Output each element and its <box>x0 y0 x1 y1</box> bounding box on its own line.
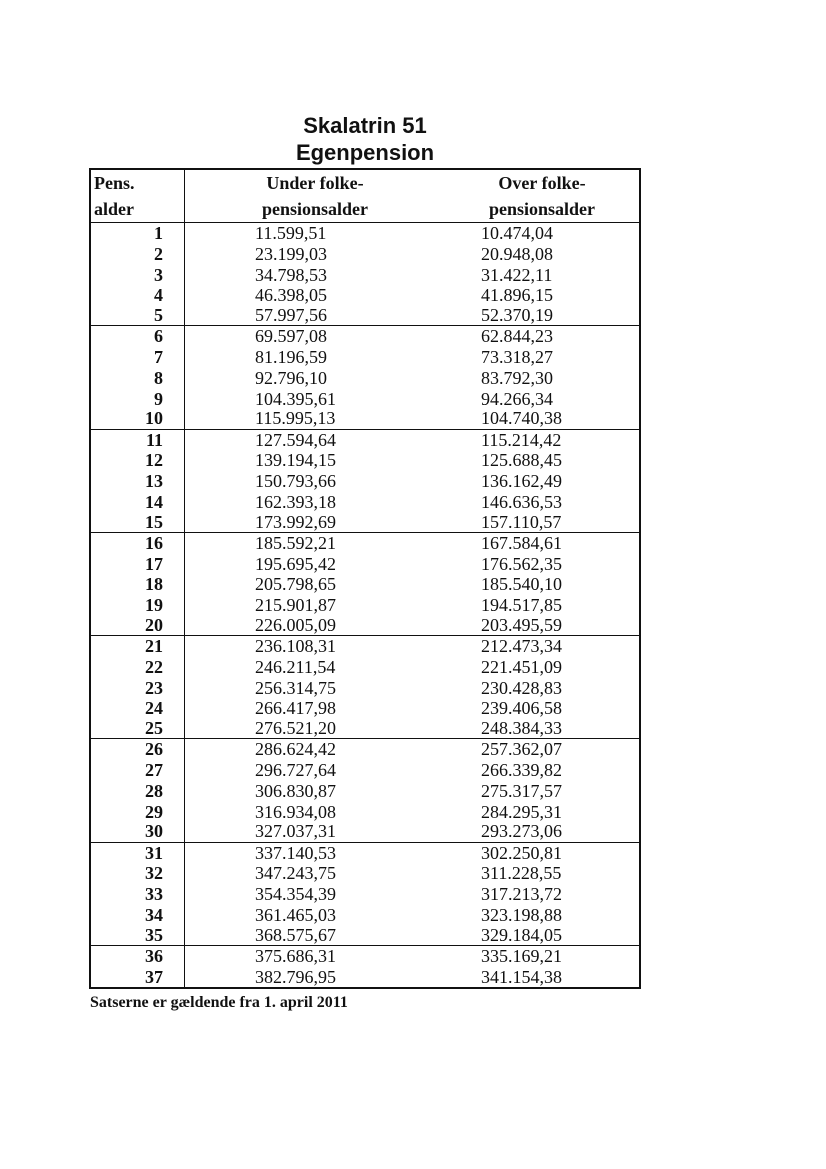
cell-pens-alder: 23 <box>91 678 185 699</box>
cell-over-folkepensionsalder: 83.792,30 <box>481 367 553 388</box>
header-over-folkepensionsalder <box>445 170 639 222</box>
pension-table <box>89 168 641 989</box>
cell-under-folkepensionsalder: 361.465,03 <box>255 904 336 925</box>
table-row <box>91 513 639 533</box>
cell-over-folkepensionsalder: 20.948,08 <box>481 243 553 264</box>
cell-under-folkepensionsalder: 23.199,03 <box>255 243 327 264</box>
header-label: Over folke- <box>498 173 586 193</box>
cell-over-folkepensionsalder: 275.317,57 <box>481 780 562 801</box>
table-header <box>91 170 639 223</box>
cell-over-folkepensionsalder: 31.422,11 <box>481 264 553 285</box>
cell-pens-alder: 16 <box>91 533 185 554</box>
table-row <box>91 554 639 575</box>
cell-over-folkepensionsalder: 221.451,09 <box>481 656 562 677</box>
cell-under-folkepensionsalder: 162.393,18 <box>255 491 336 512</box>
cell-under-folkepensionsalder: 46.398,05 <box>255 285 327 306</box>
cell-over-folkepensionsalder: 203.495,59 <box>481 614 562 635</box>
cell-under-folkepensionsalder: 347.243,75 <box>255 863 336 884</box>
cell-over-folkepensionsalder: 323.198,88 <box>481 904 562 925</box>
table-row <box>91 389 639 410</box>
cell-over-folkepensionsalder: 302.250,81 <box>481 842 562 863</box>
cell-pens-alder: 32 <box>91 863 185 884</box>
cell-pens-alder: 31 <box>91 843 185 864</box>
table-row <box>91 450 639 471</box>
cell-under-folkepensionsalder: 276.521,20 <box>255 718 336 738</box>
cell-under-folkepensionsalder: 81.196,59 <box>255 347 327 367</box>
cell-over-folkepensionsalder: 73.318,27 <box>481 347 553 367</box>
cell-pens-alder: 30 <box>91 822 185 841</box>
table-row <box>91 760 639 781</box>
table-row <box>91 926 639 946</box>
cell-over-folkepensionsalder: 266.339,82 <box>481 760 562 780</box>
cell-under-folkepensionsalder: 327.037,31 <box>255 821 336 842</box>
cell-under-folkepensionsalder: 57.997,56 <box>255 305 327 325</box>
cell-over-folkepensionsalder: 317.213,72 <box>481 884 562 904</box>
cell-over-folkepensionsalder: 311.228,55 <box>481 863 562 884</box>
table-row <box>91 822 639 842</box>
table-row <box>91 409 639 429</box>
cell-pens-alder: 25 <box>91 719 185 738</box>
title-block <box>90 112 640 166</box>
table-row <box>91 595 639 616</box>
table-row <box>91 430 639 451</box>
cell-pens-alder: 21 <box>91 636 185 657</box>
cell-pens-alder: 26 <box>91 739 185 760</box>
cell-pens-alder: 6 <box>91 326 185 347</box>
cell-under-folkepensionsalder: 139.194,15 <box>255 450 336 471</box>
table-row <box>91 967 639 988</box>
cell-pens-alder: 9 <box>91 389 185 410</box>
cell-under-folkepensionsalder: 382.796,95 <box>255 966 336 987</box>
cell-over-folkepensionsalder: 115.214,42 <box>481 429 562 450</box>
cell-over-folkepensionsalder: 185.540,10 <box>481 574 562 595</box>
table-row <box>91 616 639 636</box>
cell-under-folkepensionsalder: 185.592,21 <box>255 532 336 553</box>
cell-pens-alder: 29 <box>91 802 185 823</box>
cell-pens-alder: 15 <box>91 513 185 532</box>
cell-over-folkepensionsalder: 293.273,06 <box>481 821 562 842</box>
cell-over-folkepensionsalder: 41.896,15 <box>481 285 553 306</box>
cell-pens-alder: 28 <box>91 781 185 802</box>
table-row <box>91 368 639 389</box>
page-title: Skalatrin 51 <box>303 113 427 138</box>
cell-under-folkepensionsalder: 246.211,54 <box>255 656 336 677</box>
table-body <box>91 223 639 987</box>
cell-pens-alder: 34 <box>91 905 185 926</box>
cell-over-folkepensionsalder: 335.169,21 <box>481 945 562 966</box>
header-label: alder <box>94 199 134 219</box>
table-row <box>91 636 639 657</box>
cell-over-folkepensionsalder: 94.266,34 <box>481 388 553 409</box>
cell-under-folkepensionsalder: 236.108,31 <box>255 636 336 656</box>
cell-over-folkepensionsalder: 239.406,58 <box>481 698 562 719</box>
cell-under-folkepensionsalder: 337.140,53 <box>255 842 336 863</box>
footnote: Satserne er gældende fra 1. april 2011 <box>90 994 348 1011</box>
table-row <box>91 326 639 347</box>
table-row <box>91 946 639 967</box>
table-row <box>91 471 639 492</box>
cell-under-folkepensionsalder: 115.995,13 <box>255 408 336 429</box>
cell-under-folkepensionsalder: 375.686,31 <box>255 945 336 966</box>
cell-pens-alder: 14 <box>91 492 185 513</box>
table-row <box>91 492 639 513</box>
cell-under-folkepensionsalder: 266.417,98 <box>255 698 336 719</box>
cell-pens-alder: 20 <box>91 616 185 635</box>
header-label: Pens. <box>94 173 135 193</box>
table-row <box>91 574 639 595</box>
cell-under-folkepensionsalder: 69.597,08 <box>255 326 327 347</box>
cell-under-folkepensionsalder: 34.798,53 <box>255 264 327 285</box>
table-row <box>91 678 639 699</box>
table-row <box>91 306 639 326</box>
table-row <box>91 698 639 719</box>
table-row <box>91 739 639 760</box>
cell-over-folkepensionsalder: 341.154,38 <box>481 966 562 987</box>
table-row <box>91 843 639 864</box>
table-row <box>91 347 639 368</box>
table-row <box>91 802 639 823</box>
cell-pens-alder: 8 <box>91 368 185 389</box>
table-row <box>91 244 639 265</box>
cell-under-folkepensionsalder: 286.624,42 <box>255 739 336 760</box>
cell-over-folkepensionsalder: 284.295,31 <box>481 801 562 822</box>
cell-pens-alder: 3 <box>91 265 185 286</box>
table-row <box>91 781 639 802</box>
cell-over-folkepensionsalder: 329.184,05 <box>481 924 562 945</box>
cell-pens-alder: 7 <box>91 347 185 368</box>
cell-under-folkepensionsalder: 316.934,08 <box>255 801 336 822</box>
cell-pens-alder: 22 <box>91 657 185 678</box>
cell-over-folkepensionsalder: 10.474,04 <box>481 223 553 243</box>
cell-pens-alder: 13 <box>91 471 185 492</box>
cell-under-folkepensionsalder: 296.727,64 <box>255 760 336 780</box>
header-under-folkepensionsalder <box>185 170 445 222</box>
cell-pens-alder: 35 <box>91 926 185 945</box>
cell-over-folkepensionsalder: 146.636,53 <box>481 491 562 512</box>
cell-under-folkepensionsalder: 150.793,66 <box>255 471 336 491</box>
header-label: Under folke- <box>266 173 364 193</box>
cell-over-folkepensionsalder: 104.740,38 <box>481 408 562 429</box>
cell-pens-alder: 17 <box>91 554 185 575</box>
cell-pens-alder: 12 <box>91 450 185 471</box>
cell-pens-alder: 11 <box>91 430 185 451</box>
cell-pens-alder: 19 <box>91 595 185 616</box>
cell-over-folkepensionsalder: 62.844,23 <box>481 326 553 347</box>
cell-pens-alder: 2 <box>91 244 185 265</box>
cell-under-folkepensionsalder: 205.798,65 <box>255 574 336 595</box>
cell-over-folkepensionsalder: 212.473,34 <box>481 636 562 656</box>
cell-under-folkepensionsalder: 195.695,42 <box>255 553 336 574</box>
cell-over-folkepensionsalder: 230.428,83 <box>481 677 562 698</box>
cell-under-folkepensionsalder: 215.901,87 <box>255 595 336 615</box>
cell-pens-alder: 5 <box>91 306 185 325</box>
cell-under-folkepensionsalder: 226.005,09 <box>255 614 336 635</box>
cell-under-folkepensionsalder: 11.599,51 <box>255 223 327 243</box>
table-row <box>91 905 639 926</box>
cell-under-folkepensionsalder: 104.395,61 <box>255 388 336 409</box>
header-label: pensionsalder <box>488 199 596 219</box>
cell-under-folkepensionsalder: 127.594,64 <box>255 429 336 450</box>
cell-pens-alder: 18 <box>91 574 185 595</box>
cell-over-folkepensionsalder: 194.517,85 <box>481 595 562 615</box>
cell-under-folkepensionsalder: 368.575,67 <box>255 924 336 945</box>
cell-pens-alder: 10 <box>91 409 185 428</box>
cell-pens-alder: 33 <box>91 884 185 905</box>
table-row <box>91 719 639 739</box>
table-row <box>91 884 639 905</box>
cell-over-folkepensionsalder: 136.162,49 <box>481 471 562 491</box>
page-subtitle: Egenpension <box>295 140 435 165</box>
cell-pens-alder: 36 <box>91 946 185 967</box>
header-label: pensionsalder <box>261 199 369 219</box>
table-row <box>91 285 639 306</box>
cell-pens-alder: 4 <box>91 285 185 306</box>
cell-under-folkepensionsalder: 92.796,10 <box>255 367 327 388</box>
table-row <box>91 265 639 286</box>
cell-over-folkepensionsalder: 257.362,07 <box>481 739 562 760</box>
table-row <box>91 657 639 678</box>
cell-pens-alder: 27 <box>91 760 185 781</box>
cell-over-folkepensionsalder: 248.384,33 <box>481 718 562 738</box>
table-row <box>91 223 639 244</box>
header-pens-alder <box>91 170 185 222</box>
cell-over-folkepensionsalder: 157.110,57 <box>481 511 562 532</box>
cell-under-folkepensionsalder: 354.354,39 <box>255 884 336 904</box>
cell-over-folkepensionsalder: 52.370,19 <box>481 305 553 325</box>
cell-pens-alder: 24 <box>91 698 185 719</box>
cell-pens-alder: 1 <box>91 223 185 244</box>
cell-over-folkepensionsalder: 125.688,45 <box>481 450 562 471</box>
table-row <box>91 863 639 884</box>
cell-over-folkepensionsalder: 167.584,61 <box>481 532 562 553</box>
cell-over-folkepensionsalder: 176.562,35 <box>481 553 562 574</box>
cell-under-folkepensionsalder: 173.992,69 <box>255 511 336 532</box>
cell-under-folkepensionsalder: 256.314,75 <box>255 677 336 698</box>
cell-under-folkepensionsalder: 306.830,87 <box>255 780 336 801</box>
cell-pens-alder: 37 <box>91 967 185 988</box>
table-row <box>91 533 639 554</box>
